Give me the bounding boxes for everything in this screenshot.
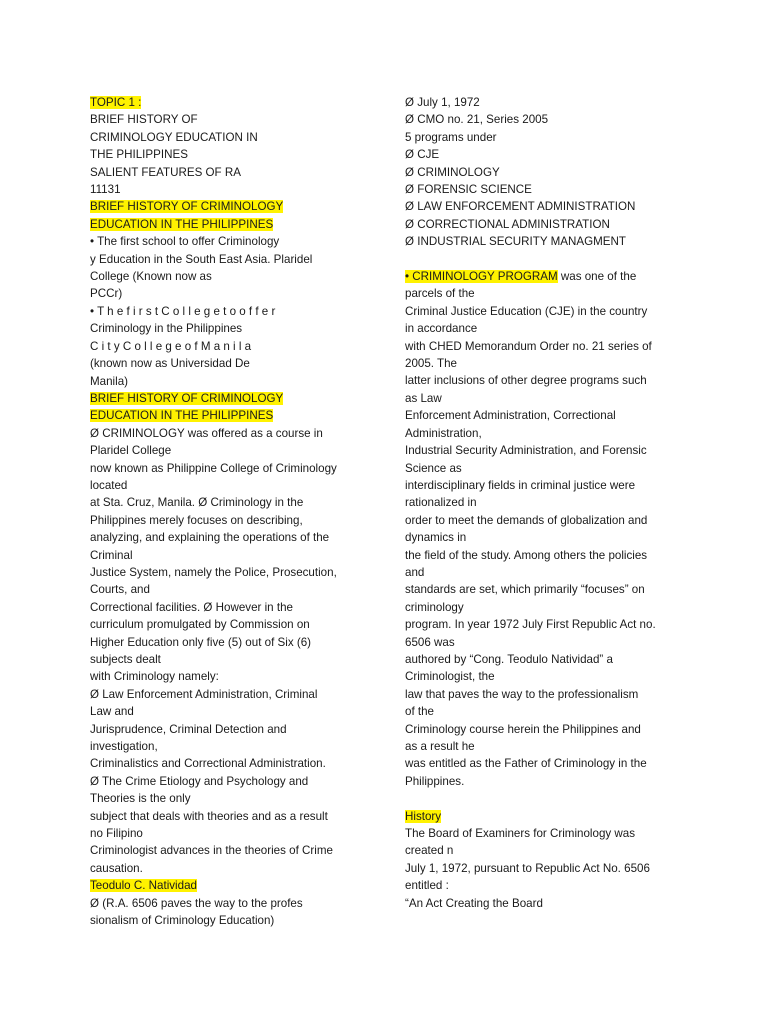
text-line — [90, 494, 350, 511]
text-line — [90, 529, 350, 546]
line-text: 2005. The — [405, 357, 458, 371]
right-column — [405, 94, 677, 912]
text-line — [405, 877, 677, 894]
line-text: as Law — [405, 391, 442, 405]
text-line — [90, 320, 350, 337]
line-text: and — [405, 565, 425, 579]
line-text: with CHED Memorandum Order no. 21 series of — [405, 339, 652, 353]
line-text: Criminal — [90, 548, 133, 562]
text-line — [90, 773, 350, 790]
line-text: Jurisprudence, Criminal Detection and — [90, 722, 287, 736]
line-text: sionalism of Criminology Education) — [90, 914, 275, 928]
line-text: THE PHILIPPINES — [90, 148, 188, 162]
line-text: created n — [405, 844, 454, 858]
line-text: was one of the — [557, 270, 637, 284]
line-text: the field of the study. Among others the policies — [405, 548, 648, 562]
text-line — [90, 303, 350, 320]
line-text: rationalized in — [405, 496, 477, 510]
text-line — [405, 181, 677, 198]
text-line — [90, 616, 350, 633]
line-text: Criminologist advances in the theories of Crime — [90, 844, 333, 858]
text-line — [405, 860, 677, 877]
line-text: Plaridel College — [90, 444, 172, 458]
line-text: College (Known now as — [90, 270, 212, 284]
text-line — [405, 477, 677, 494]
line-text: Enforcement Administration, Correctional — [405, 409, 616, 423]
line-text: Criminology in the Philippines — [90, 322, 243, 336]
highlighted-text: EDUCATION IN THE PHILIPPINES — [90, 409, 274, 423]
text-line — [405, 529, 677, 546]
line-text: law that paves the way to the professionalism — [405, 687, 639, 701]
text-line — [90, 721, 350, 738]
line-text: now known as Philippine College of Criminology — [90, 461, 337, 475]
line-text: no Filipino — [90, 827, 143, 841]
text-line — [90, 146, 350, 163]
text-line — [405, 634, 677, 651]
text-line — [90, 407, 350, 424]
text-line — [405, 216, 677, 233]
line-text: authored by “Cong. Teodulo Natividad” a — [405, 652, 613, 666]
text-line — [90, 460, 350, 477]
text-line — [90, 790, 350, 807]
highlighted-text: BRIEF HISTORY OF CRIMINOLOGY — [90, 391, 284, 405]
line-text: standards are set, which primarily “focuses” on — [405, 583, 645, 597]
text-line — [90, 895, 350, 912]
text-line — [405, 755, 677, 772]
text-line — [405, 564, 677, 581]
line-text: Courts, and — [90, 583, 150, 597]
text-line — [405, 338, 677, 355]
line-text: Ø July 1, 1972 — [405, 96, 480, 109]
text-line — [405, 146, 677, 163]
text-line — [405, 547, 677, 564]
text-line — [90, 547, 350, 564]
text-line — [405, 303, 677, 320]
text-line — [90, 634, 350, 651]
text-line — [405, 686, 677, 703]
line-text: Ø CRIMINOLOGY — [405, 165, 500, 179]
text-line — [90, 216, 350, 233]
line-text: “An Act Creating the Board — [405, 896, 543, 910]
line-text: (known now as Universidad De — [90, 357, 250, 371]
line-text: Law and — [90, 705, 134, 719]
text-line — [90, 755, 350, 772]
text-line — [90, 477, 350, 494]
paragraph-gap — [405, 790, 677, 807]
highlighted-text: EDUCATION IN THE PHILIPPINES — [90, 217, 274, 231]
line-text: Ø FORENSIC SCIENCE — [405, 183, 532, 197]
line-text: Ø CMO no. 21, Series 2005 — [405, 113, 549, 127]
line-text: • The first school to offer Criminology — [90, 235, 280, 249]
text-line — [405, 651, 677, 668]
text-line — [405, 164, 677, 181]
line-text: Ø CJE — [405, 148, 440, 162]
line-text: July 1, 1972, pursuant to Republic Act No. 6506 — [405, 861, 650, 875]
line-text: causation. — [90, 861, 143, 875]
line-text: Administration, — [405, 426, 482, 440]
line-text: of the — [405, 705, 435, 719]
text-line — [90, 181, 350, 198]
text-line — [405, 581, 677, 598]
text-line — [405, 285, 677, 302]
text-line — [90, 686, 350, 703]
text-line — [405, 442, 677, 459]
text-line — [90, 285, 350, 302]
line-text: Philippines merely focuses on describing, — [90, 513, 303, 527]
line-text: order to meet the demands of globalization and — [405, 513, 648, 527]
text-line — [405, 268, 677, 285]
text-line — [90, 164, 350, 181]
text-line — [90, 425, 350, 442]
text-line — [405, 460, 677, 477]
text-line — [90, 111, 350, 128]
line-text: Ø (R.A. 6506 paves the way to the profes — [90, 896, 303, 910]
text-line — [405, 895, 677, 912]
line-text: located — [90, 478, 128, 492]
text-line — [90, 599, 350, 616]
text-line — [405, 111, 677, 128]
line-text: Ø CRIMINOLOGY was offered as a course in — [90, 426, 323, 440]
highlighted-text: History — [405, 809, 442, 823]
text-line — [405, 738, 677, 755]
line-text: analyzing, and explaining the operations of the — [90, 531, 330, 545]
line-text: dynamics in — [405, 531, 467, 545]
text-line — [405, 198, 677, 215]
line-text: was entitled as the Father of Criminology in the — [405, 757, 647, 771]
text-line — [405, 129, 677, 146]
line-text: Ø INDUSTRIAL SECURITY MANAGMENT — [405, 235, 626, 249]
text-line — [90, 668, 350, 685]
text-line — [90, 860, 350, 877]
line-text: Higher Education only five (5) out of Six (6) — [90, 635, 312, 649]
text-line — [90, 808, 350, 825]
line-text: Ø CORRECTIONAL ADMINISTRATION — [405, 217, 610, 231]
highlighted-text: TOPIC 1 : — [90, 96, 142, 109]
line-text: entitled : — [405, 879, 449, 893]
line-text: PCCr) — [90, 287, 123, 301]
line-text: Manila) — [90, 374, 129, 388]
text-line — [90, 581, 350, 598]
line-text: latter inclusions of other degree programs such — [405, 374, 647, 388]
text-line — [90, 564, 350, 581]
text-line — [90, 877, 350, 894]
text-line — [405, 233, 677, 250]
text-line — [90, 738, 350, 755]
text-line — [405, 407, 677, 424]
line-text: Ø LAW ENFORCEMENT ADMINISTRATION — [405, 200, 636, 214]
text-line — [90, 842, 350, 859]
line-text: subject that deals with theories and as a result — [90, 809, 328, 823]
text-line — [405, 425, 677, 442]
line-text: interdisciplinary fields in criminal justice were — [405, 478, 636, 492]
line-text: criminology — [405, 600, 464, 614]
line-text: Correctional facilities. Ø However in the — [90, 600, 293, 614]
text-line — [405, 825, 677, 842]
text-line — [405, 372, 677, 389]
text-line — [90, 651, 350, 668]
text-line — [90, 129, 350, 146]
line-text: Criminal Justice Education (CJE) in the country — [405, 304, 648, 318]
text-line — [90, 268, 350, 285]
line-text: parcels of the — [405, 287, 475, 301]
line-text: y Education in the South East Asia. Plaridel — [90, 252, 313, 266]
line-text: with Criminology namely: — [90, 670, 219, 684]
text-line — [90, 198, 350, 215]
line-text: Criminalistics and Correctional Administration. — [90, 757, 326, 771]
text-line — [90, 390, 350, 407]
line-text: 6506 was — [405, 635, 455, 649]
line-text: Industrial Security Administration, and Forensic — [405, 444, 647, 458]
highlighted-text: Teodulo C. Natividad — [90, 879, 197, 893]
line-text: as a result he — [405, 740, 475, 754]
left-column — [90, 94, 350, 930]
text-line — [90, 338, 350, 355]
text-line — [90, 355, 350, 372]
line-text: Theories is the only — [90, 792, 191, 806]
line-text: Philippines. — [405, 774, 465, 788]
text-line — [90, 233, 350, 250]
text-line — [90, 373, 350, 390]
line-text: • T h e f i r s t C o l l e g e t o o f f e r — [90, 304, 276, 318]
text-line — [405, 773, 677, 790]
line-text: The Board of Examiners for Criminology was — [405, 827, 636, 841]
text-line — [405, 842, 677, 859]
text-line — [405, 494, 677, 511]
line-text: subjects dealt — [90, 653, 161, 666]
line-text: investigation, — [90, 740, 158, 754]
text-line — [90, 912, 350, 929]
text-line — [405, 616, 677, 633]
line-text: Science as — [405, 461, 462, 475]
highlighted-text: • CRIMINOLOGY PROGRAM — [405, 270, 558, 284]
text-line — [405, 703, 677, 720]
text-line — [405, 668, 677, 685]
line-text: CRIMINOLOGY EDUCATION IN — [90, 130, 258, 144]
line-text: program. In year 1972 July First Republic Act no. — [405, 618, 656, 632]
text-line — [405, 721, 677, 738]
text-line — [405, 94, 677, 111]
text-line — [90, 512, 350, 529]
line-text: C i t y C o l l e g e o f M a n i l a — [90, 339, 252, 353]
line-text: BRIEF HISTORY OF — [90, 113, 198, 127]
line-text: curriculum promulgated by Commission on — [90, 618, 310, 632]
text-line — [405, 512, 677, 529]
text-line — [90, 94, 350, 111]
line-text: Criminologist, the — [405, 670, 495, 684]
text-line — [90, 825, 350, 842]
highlighted-text: BRIEF HISTORY OF CRIMINOLOGY — [90, 200, 284, 214]
line-text: SALIENT FEATURES OF RA — [90, 165, 241, 179]
line-text: at Sta. Cruz, Manila. Ø Criminology in the — [90, 496, 304, 510]
text-line — [405, 390, 677, 407]
text-line — [405, 320, 677, 337]
text-line — [90, 703, 350, 720]
paragraph-gap — [405, 251, 677, 268]
text-line — [90, 251, 350, 268]
line-text: Justice System, namely the Police, Prosecution, — [90, 565, 337, 579]
text-line — [90, 442, 350, 459]
line-text: 5 programs under — [405, 130, 497, 144]
line-text: in accordance — [405, 322, 478, 336]
line-text: Ø The Crime Etiology and Psychology and — [90, 774, 309, 788]
line-text: 11131 — [90, 183, 121, 197]
line-text: Criminology course herein the Philippines and — [405, 722, 641, 736]
text-line — [405, 599, 677, 616]
line-text: Ø Law Enforcement Administration, Criminal — [90, 687, 318, 701]
text-line — [405, 355, 677, 372]
text-line — [405, 808, 677, 825]
